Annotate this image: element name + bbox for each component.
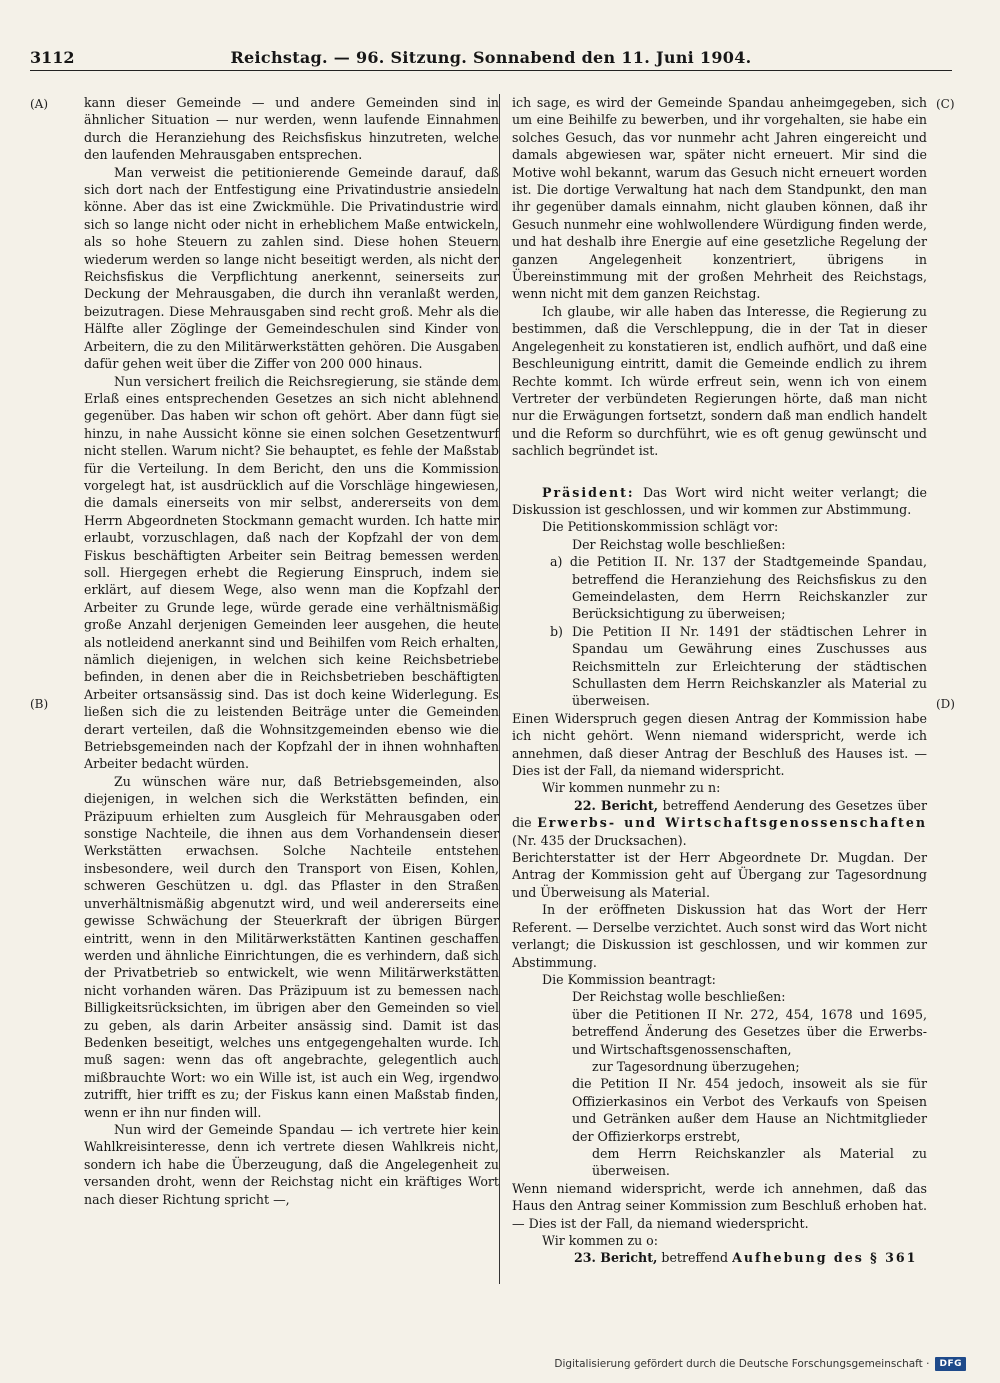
paragraph: kann dieser Gemeinde — und andere Gemeinden sind in ähnlicher Situation — nur werden, wenn laufende Einnahmen durch die Heranziehung des Reichsfiskus hinzutreten, welche den laufenden Mehrausgaben entsprechen.: [84, 95, 499, 163]
paragraph: Nun wird der Gemeinde Spandau — ich vertrete hier kein Wahlkreisinteresse, denn ich vertrete diesen Wahlkreis nicht, sondern ich habe die Überzeugung, daß die Angelegenheit zu versanden droht, wenn der Reichstag nicht ein kräftiges Wort nach dieser Richtung spricht —,: [84, 1121, 499, 1207]
running-title: Reichstag. — 96. Sitzung. Sonnabend den 11. Juni 1904.: [230, 48, 752, 67]
footer-text: Digitalisierung gefördert durch die Deutsche Forschungsgemeinschaft ·: [554, 1358, 930, 1370]
president-statement: [512, 484, 927, 519]
right-column: [512, 94, 927, 1267]
speaker-text: Das Wort wird nicht weiter verlangt; die Diskussion ist geschlossen, und wir kommen zur Abstimmung.: [512, 484, 927, 517]
report-heading-23: [512, 1249, 927, 1266]
paragraph: In der eröffneten Diskussion hat das Wort der Herr Referent. — Derselbe verzichtet. Auch sonst wird das Wort nicht verlangt; die Diskussion ist geschlossen, und wir kommen zur Abstimmung.: [512, 902, 927, 970]
paragraph: Berichterstatter ist der Herr Abgeordnete Dr. Mugdan. Der Antrag der Kommission geht auf Übergang zur Tagesordnung und Überweisung als Material.: [512, 850, 927, 900]
margin-marker-c: (C): [936, 97, 955, 111]
paragraph: Zu wünschen wäre nur, daß Betriebsgemeinden, also diejenigen, in welchen sich die Werkstätten befinden, ein Präzipuum erhielten zum Ausgleich für Mehrausgaben oder sonstige Nachteile, die ihnen aus dem Vorhandensein dieser Werkstätten erwachsen. Solche Nachteile entstehen insbesondere, weil durch den Transport von Eisen, Kohlen, schweren Geschützen u. dgl. das Pflaster in den Straßen unverhältnismäßig abgenutzt wird, und weil andererseits eine gewisse Schwächung der Steuerkraft der übrigen Bürger eintritt, wenn in den Militärwerkstätten Kantinen geschaffen werden und ähnliche Einrichtungen, die es verhindern, daß sich der Privatbetrieb so entwickelt, wie wenn Militärwerkstätten nicht vorhanden wären. Das Präzipuum ist zu bemessen nach Billigkeitsrücksichten, im übrigen aber den Gemeinden so viel zu geben, als darin Arbeiter ansässig sind. Damit ist das Bedenken beseitigt, welches uns entgegengehalten wurde. Ich muß sagen: wenn das oft angebrachte, gelegentlich auch mißbrauchte Wort: wo ein Wille ist, ist auch ein Weg, irgendwo zutrifft, hier trifft es zu; der Fiskus kann einen Maßstab finden, wenn er ihn nur finden will.: [84, 773, 499, 1120]
report-number: 23. Bericht,: [574, 1250, 658, 1266]
resolution-item-b: b) Die Petition II Nr. 1491 der städtischen Lehrer in Spandau um Gewährung eines Zuschusses aus Reichsmitteln zur Erleichterung der städtischen Schullasten dem Herrn Reichskanzler als Material zu überweisen.: [550, 623, 927, 709]
report-text: betreffend: [661, 1250, 729, 1266]
column-divider: [499, 94, 500, 1284]
resolution-text: dem Herrn Reichskanzler als Material zu überweisen.: [592, 1145, 927, 1179]
paragraph: Wenn niemand widerspricht, werde ich annehmen, daß das Haus den Antrag seiner Kommission zum Beschluß erhoben hat. — Dies ist der Fall, da niemand wiederspricht.: [512, 1180, 927, 1231]
paragraph: ich sage, es wird der Gemeinde Spandau anheimgegeben, sich um eine Beihilfe zu bewerben, und ihr vorgehalten, sie habe ein solches Gesuch, das vor nunmehr acht Jahren eingereicht und damals abgewiesen war, später nicht erneuert. Mir sind die Motive wohl bekannt, warum das Gesuch nicht erneuert worden ist. Die dortige Verwaltung hat nach dem Standpunkt, den man ihr gegenüber damals einnahm, nicht glauben können, daß ihr Gesuch nunmehr eine wohlwollendere Würdigung finden werde, und hat deshalb ihre Energie auf eine gesetzliche Regelung der ganzen Angelegenheit konzentriert, übrigens in Übereinstimmung mit der großen Mehrheit des Reichstags, wenn nicht mit dem ganzen Reichstag.: [512, 95, 927, 302]
report-text: betreffend Aenderung des Gesetzes über die: [512, 797, 927, 831]
paragraph: Die Kommission beantragt:: [542, 971, 716, 987]
report-subject: Aufhebung des § 361: [732, 1250, 918, 1266]
margin-marker-a: (A): [30, 97, 49, 111]
paragraph: Die Petitionskommission schlägt vor:: [542, 519, 779, 535]
spacer: [512, 460, 927, 484]
report-tail: (Nr. 435 der Drucksachen).: [512, 832, 687, 848]
dfg-logo: DFG: [935, 1357, 966, 1371]
footer-credit: [554, 1357, 966, 1371]
resolution-text: zur Tagesordnung überzugehen;: [592, 1058, 800, 1074]
page-number: 3112: [30, 48, 75, 67]
paragraph: Ich glaube, wir alle haben das Interesse, die Regierung zu bestimmen, daß die Verschleppung, die in der Tat in dieser Angelegenheit zu konstatieren ist, endlich aufhört, und daß eine Beschleunigung eintritt, damit die Gemeinde endlich zu ihrem Rechte kommt. Ich würde erfreut sein, wenn ich von einem Vertreter der verbündeten Regierungen hörte, daß man nicht nur die Erwägungen fortsetzt, sondern daß man endlich handelt und die Reform so durchführt, wie es oft genug gewünscht und sachlich begründet ist.: [512, 303, 927, 459]
speaker-label: Präsident:: [542, 484, 635, 500]
left-column: [84, 94, 499, 1208]
paragraph: Der Reichstag wolle beschließen:: [572, 536, 786, 552]
paragraph: Der Reichstag wolle beschließen:: [572, 989, 786, 1005]
resolution-text: über die Petitionen II Nr. 272, 454, 1678 und 1695, betreffend Änderung des Gesetzes über die Erwerbs- und Wirtschaftsgenossenschaften,: [572, 1006, 927, 1057]
page-header: [30, 46, 952, 71]
margin-marker-d: (D): [936, 697, 955, 711]
paragraph: Einen Widerspruch gegen diesen Antrag der Kommission habe ich nicht gehört. Wenn niemand widerspricht, werde ich annehmen, daß dieser Antrag der Beschluß des Hauses ist. — Dies ist der Fall, da niemand widerspricht.: [512, 710, 927, 779]
resolution-item-a: a) die Petition II. Nr. 137 der Stadtgemeinde Spandau, betreffend die Heranziehung des Reichsfiskus zu den Gemeindelasten, dem Herrn Reichskanzler zur Berücksichtigung zu überweisen;: [550, 554, 927, 622]
report-heading-22: [512, 797, 927, 849]
paragraph: Nun versichert freilich die Reichsregierung, sie stände dem Erlaß eines entsprechenden Gesetzes an sich nicht ablehnend gegenüber. Das haben wir schon oft gehört. Aber dann fügt sie hinzu, in nahe Aussicht könne sie einen solchen Gesetzentwurf nicht stellen. Warum nicht? Sie behauptet, es fehle der Maßstab für die Verteilung. In dem Bericht, den uns die Kommission vorgelegt hat, ist ausdrücklich auf die Vorschläge hingewiesen, die damals einerseits von mir selbst, andererseits von dem Herrn Abgeordneten Stockmann gemacht wurden. Ich hatte mir erlaubt, vorzuschlagen, daß nach der Kopfzahl der von dem Fiskus beschäftigten Arbeiter sein Beitrag bemessen werden soll. Hiergegen erhebt die Regierung Einspruch, indem sie erklärt, auf diesem Wege, also wenn man die Kopfzahl der Arbeiter zu Grunde lege, würde gerade eine verhältnismäßig große Anzahl derjenigen Gemeinden leer ausgehen, die heute als notleidend anerkannt sind und Beihilfen vom Reich erhalten, nämlich diejenigen, in welchen sich keine Reichsbetriebe befinden, in denen aber die in Reichsbetrieben beschäftigten Arbeiter ortsansässig sind. Das ist doch keine Widerlegung. Es ließen sich die zu leistenden Beiträge unter die Gemeinden derart verteilen, daß die Wohnsitzgemeinden ebenso wie die Betriebsgemeinden nach der Kopfzahl der in ihnen wohnhaften Arbeiter bedacht würden.: [84, 373, 499, 772]
paragraph: Wir kommen zu o:: [542, 1233, 659, 1248]
margin-marker-b: (B): [30, 697, 49, 711]
report-subject: Erwerbs- und Wirtschaftsgenossenschaften: [537, 815, 927, 831]
paragraph: Wir kommen nunmehr zu n:: [542, 780, 721, 796]
paragraph: Man verweist die petitionierende Gemeinde darauf, daß sich dort nach der Entfestigung eine Privatindustrie ansiedeln könne. Aber das ist eine Zwickmühle. Die Privatindustrie wird sich so lange nicht oder nicht in erheblichem Maße entwickeln, als so hohe Steuern zu zahlen sind. Diese hohen Steuern wiederum werden so lange nicht beseitigt werden, als nicht der Reichsfiskus die Verpflichtung anerkennt, seinerseits zur Deckung der Mehrausgaben, die durch ihn veranlaßt werden, beizutragen. Diese Mehrausgaben sind recht groß. Mehr als die Hälfte aller Zöglinge der Gemeindeschulen sind Kinder von Arbeitern, die zu den Militärwerkstätten gehören. Die Ausgaben dafür gehen weit über die Ziffer von 200 000 hinaus.: [84, 164, 499, 372]
report-number: 22. Bericht,: [574, 797, 659, 813]
resolution-text: die Petition II Nr. 454 jedoch, insoweit als sie für Offizierkasinos ein Verbot des Verkaufs von Speisen und Getränken außer dem Hause an Nichtmitglieder der Offizierkorps erstrebt,: [572, 1076, 927, 1144]
